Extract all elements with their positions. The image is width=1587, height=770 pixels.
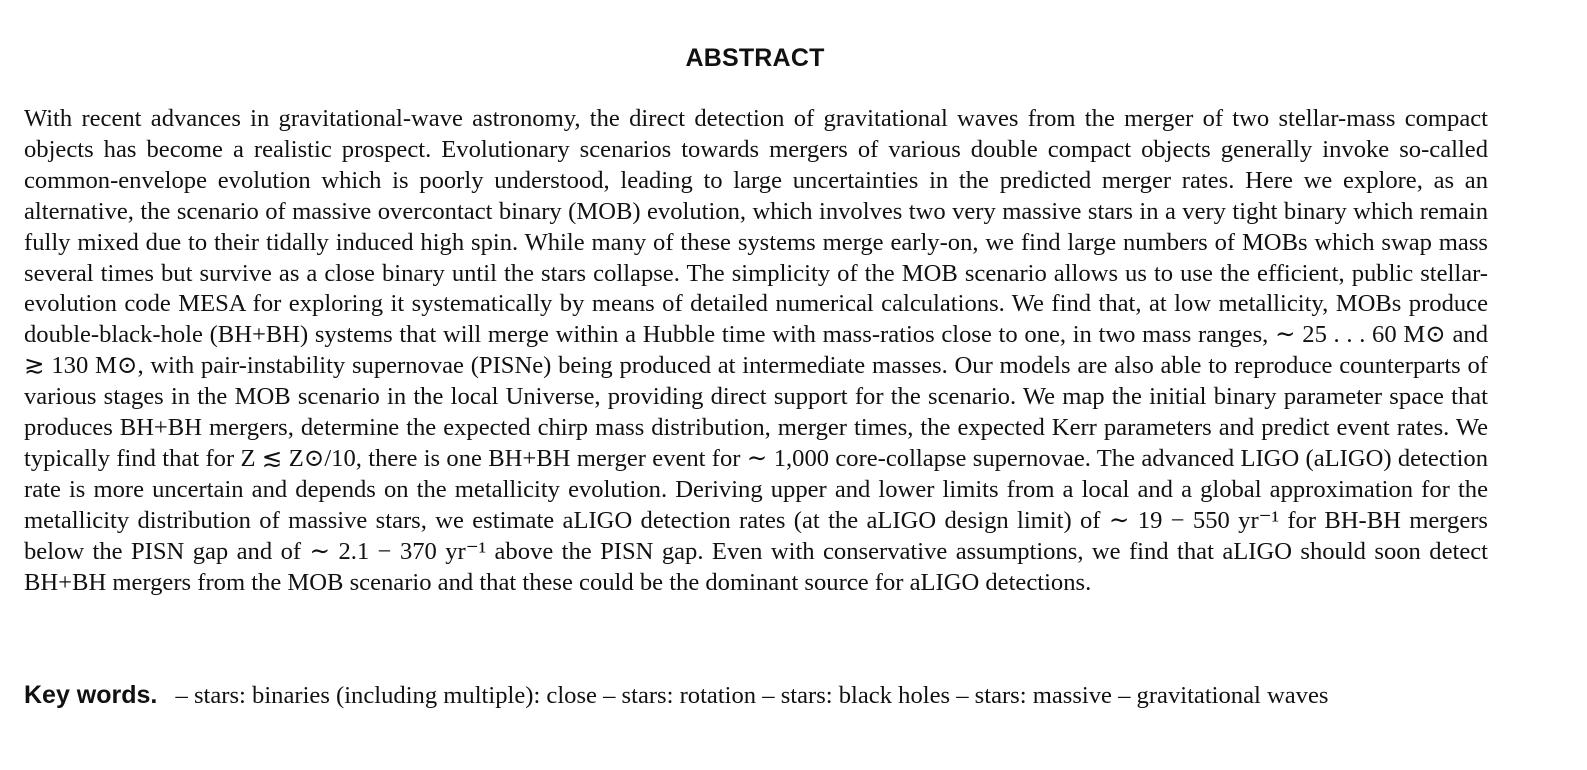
keywords-label: Key words.	[24, 681, 158, 709]
abstract-body: With recent advances in gravitational-wave astronomy, the direct detection of gravitational waves from the merger of two stellar-mass compact objects has become a realistic prospect. Evolutionary scenarios towards mergers of various double compact objects generally invoke so-called common-envelope evolution which is poorly understood, leading to large uncertainties in the predicted merger rates. Here we explore, as an alternative, the scenario of massive overcontact binary (MOB) evolution, which involves two very massive stars in a very tight binary which remain fully mixed due to their tidally induced high spin. While many of these systems merge early-on, we find large numbers of MOBs which swap mass several times but survive as a close binary until the stars collapse. The simplicity of the MOB scenario allows us to use the efficient, public stellar-evolution code MESA for exploring it systematically by means of detailed numerical calculations. We find that, at low metallicity, MOBs produce double-black-hole (BH+BH) systems that will merge within a Hubble time with mass-ratios close to one, in two mass ranges, ∼ 25 . . . 60 M⊙ and ≳ 130 M⊙, with pair-instability supernovae (PISNe) being produced at intermediate masses. Our models are also able to reproduce counterparts of various stages in the MOB scenario in the local Universe, providing direct support for the scenario. We map the initial binary parameter space that produces BH+BH mergers, determine the expected chirp mass distribution, merger times, the expected Kerr parameters and predict event rates. We typically find that for Z ≲ Z⊙/10, there is one BH+BH merger event for ∼ 1,000 core-collapse supernovae. The advanced LIGO (aLIGO) detection rate is more uncertain and depends on the metallicity evolution. Deriving upper and lower limits from a local and a global approximation for the metallicity distribution of massive stars, we estimate aLIGO detection rates (at the aLIGO design limit) of ∼ 19 − 550 yr⁻¹ for BH-BH mergers below the PISN gap and of ∼ 2.1 − 370 yr⁻¹ above the PISN gap. Even with conservative assumptions, we find that aLIGO should soon detect BH+BH mergers from the MOB scenario and that these could be the dominant source for aLIGO detections.	[24, 105, 1488, 596]
abstract-heading: ABSTRACT	[685, 44, 825, 72]
keywords-list: – stars: binaries (including multiple): close – stars: rotation – stars: black holes – stars: massive – gravitational waves	[175, 682, 1329, 709]
keywords-line	[24, 679, 1524, 712]
